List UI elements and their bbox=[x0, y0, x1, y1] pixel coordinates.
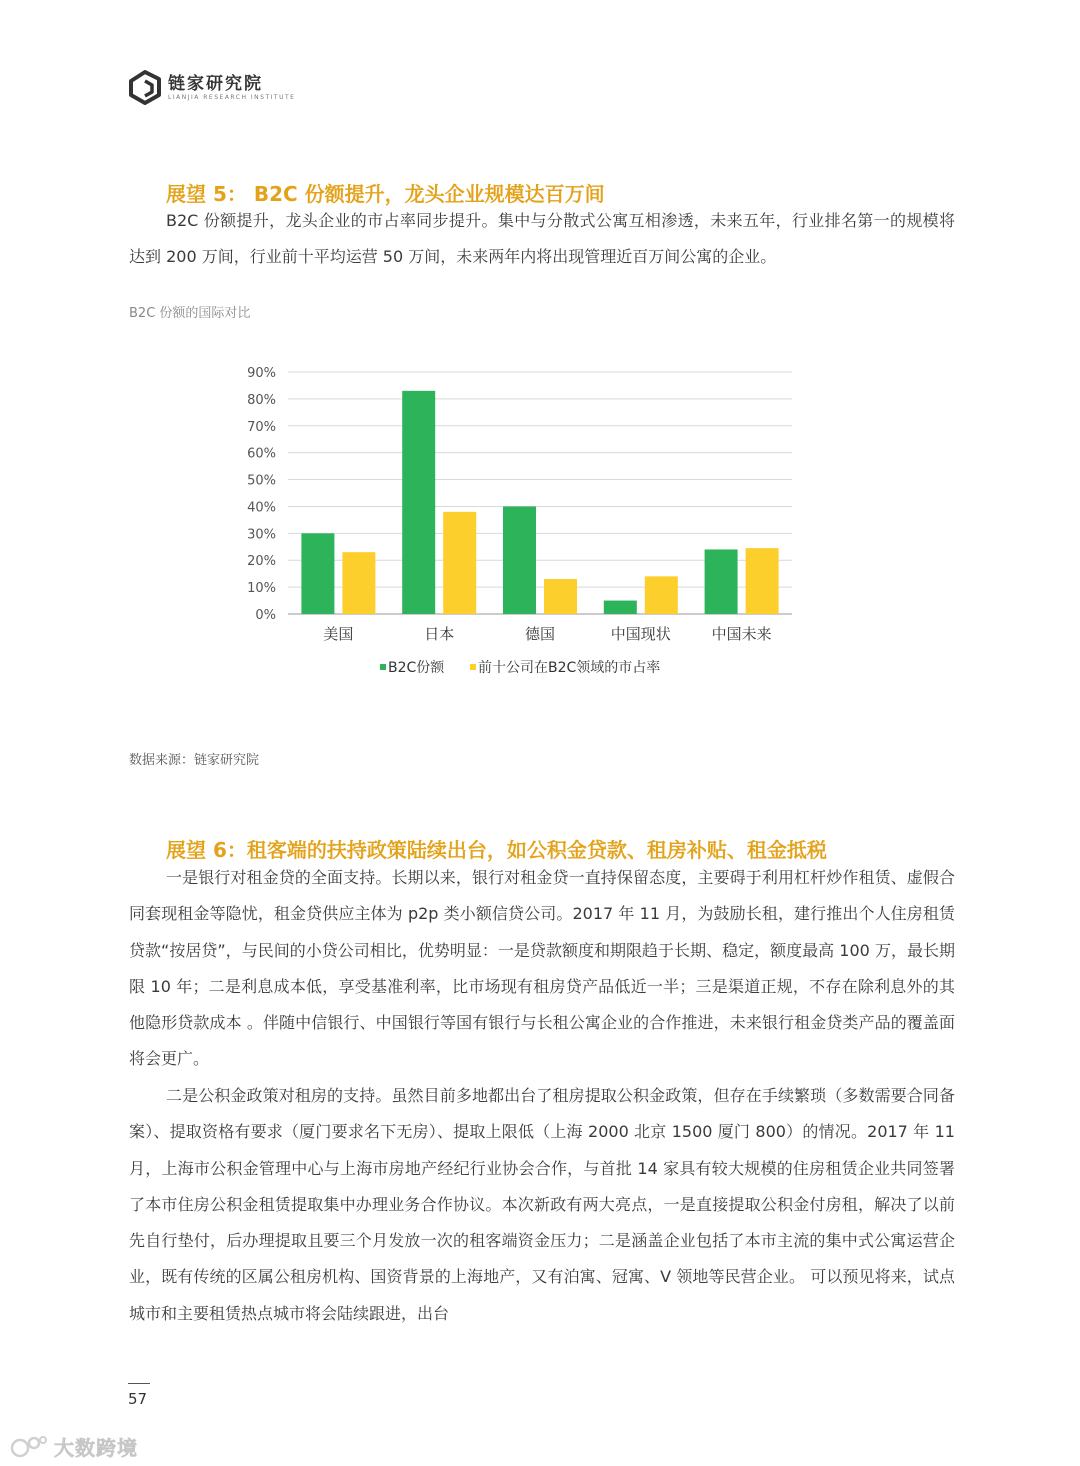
y-tick-label: 30% bbox=[247, 527, 276, 543]
y-tick-label: 10% bbox=[247, 581, 276, 597]
section5-heading: 展望 5： B2C 份额提升，龙头企业规模达百万间 bbox=[166, 182, 605, 206]
page-number-rule bbox=[128, 1383, 150, 1384]
section5-paragraph: B2C 份额提升，龙头企业的市占率同步提升。集中与分散式公寓互相渗透，未来五年，行业排名第一的规模将达到 200 万间，行业前十平均运营 50 万间，未来两年内将出现管理近百万间公寓的企业。 bbox=[129, 211, 955, 267]
y-tick-label: 60% bbox=[247, 446, 276, 462]
legend-label: B2C份额 bbox=[388, 660, 445, 676]
chart-source: 数据来源：链家研究院 bbox=[129, 753, 260, 768]
page-number: 57 bbox=[128, 1390, 148, 1408]
y-tick-label: 40% bbox=[247, 500, 276, 516]
bar-b2c-share bbox=[402, 391, 435, 614]
b2c-share-chart bbox=[0, 0, 1080, 720]
x-tick-label: 中国现状 bbox=[610, 625, 671, 643]
section6-paragraph-2: 二是公积金政策对租房的支持。虽然目前多地都出台了租房提取公积金政策，但存在手续繁琐（多数需要合同备案）、提取资格有要求（厦门要求名下无房）、提取上限低（上海 2000 北京 1500 厦门 800）的情况。2017 年 11 月，上海市公积金管理中心与上海市房地产经纪行业协会合作，与首批 14 家具有较大规模的住房租赁企业共同签署了本市住房公积金租赁提取集中办理业务合作协议。本次新政有两大亮点，一是直接提取公积金付房租，解决了以前先自行垫付，后办理提取且要三个月发放一次的租客端资金压力；二是涵盖企业包括了本市主流的集中式公寓运营企业，既有传统的区属公租房机构、国资背景的上海地产，又有泊寓、冠寓、V 领地等民营企业。 可以预见将来，试点城市和主要租赁热点城市将会陆续跟进，出台 bbox=[129, 1086, 955, 1323]
y-tick-label: 70% bbox=[247, 419, 276, 435]
watermark-logo-icon bbox=[10, 1434, 50, 1460]
bar-top10-share bbox=[746, 548, 779, 614]
watermark-text: 大数跨境 bbox=[54, 1436, 138, 1460]
watermark bbox=[10, 1432, 138, 1461]
bar-top10-share bbox=[342, 552, 375, 614]
legend-swatch bbox=[470, 664, 476, 670]
bar-b2c-share bbox=[705, 549, 738, 614]
bar-b2c-share bbox=[604, 601, 637, 614]
section6-paragraph-1: 一是银行对租金贷的全面支持。长期以来，银行对租金贷一直持保留态度，主要碍于利用杠杆炒作租赁、虚假合同套现租金等隐忧，租金贷供应主体为 p2p 类小额信贷公司。2017 年 11 月，为鼓励长租，建行推出个人住房租赁贷款“按居贷”，与民间的小贷公司相比，优势明显：一是贷款额度和期限趋于长期、稳定，额度最高 100 万，最长期限 10 年；二是利息成本低，享受基准利率，比市场现有租房贷产品低近一半；三是渠道正规，不存在除利息外的其他隐形贷款成本 。伴随中信银行、中国银行等国有银行与长租公寓企业的合作推进，未来银行租金贷类产品的覆盖面将会更广。 bbox=[129, 868, 955, 1069]
brand-name-en: LIANJIA RESEARCH INSTITUTE bbox=[168, 93, 296, 101]
legend-swatch bbox=[380, 664, 386, 670]
y-tick-label: 50% bbox=[247, 473, 276, 489]
y-tick-label: 80% bbox=[247, 392, 276, 408]
x-tick-label: 美国 bbox=[323, 625, 354, 643]
x-tick-label: 德国 bbox=[524, 625, 556, 643]
x-tick-label: 日本 bbox=[424, 625, 455, 643]
y-tick-label: 90% bbox=[247, 366, 276, 381]
x-tick-label: 中国未来 bbox=[711, 625, 772, 643]
legend-label: 前十公司在B2C领域的市占率 bbox=[478, 660, 661, 676]
y-tick-label: 0% bbox=[255, 608, 276, 623]
section6-heading: 展望 6：租客端的扶持政策陆续出台，如公积金贷款、租房补贴、租金抵税 bbox=[166, 838, 827, 862]
bar-top10-share bbox=[645, 576, 678, 614]
bar-b2c-share bbox=[301, 533, 334, 614]
bar-b2c-share bbox=[503, 506, 536, 614]
y-tick-label: 20% bbox=[247, 554, 276, 570]
brand-name: 链家研究院 bbox=[168, 73, 263, 94]
chart-caption: B2C 份额的国际对比 bbox=[129, 306, 251, 321]
bar-top10-share bbox=[443, 512, 476, 614]
bar-top10-share bbox=[544, 579, 577, 614]
